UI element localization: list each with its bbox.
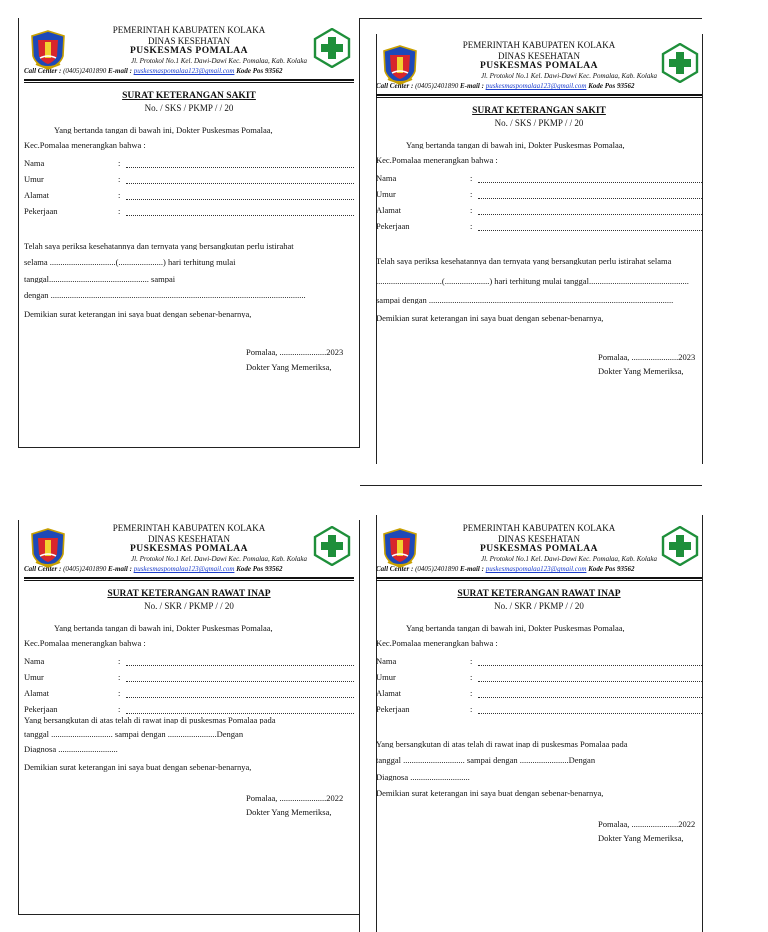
body-line: Demikian surat keterangan ini saya buat dengan sebenar-benarnya, [24, 763, 252, 772]
field-row [376, 682, 702, 698]
field-label: Pekerjaan [376, 221, 410, 231]
letter-number: No. / SKS / PKMP / / 20 [144, 102, 234, 113]
intro-text-2: Kec.Pomalaa menerangkan bahwa : [376, 639, 498, 648]
intro-text: Yang bertanda tangan di bawah ini, Dokter Puskesmas Pomalaa, [406, 140, 625, 149]
puskesmas-logo-icon [660, 43, 700, 83]
email-label: E-mail : [108, 565, 132, 573]
header-address: Jl. Protokol No.1 Kel. Dawi-Dawi Kec. Pomalaa, Kab. Kolaka [481, 72, 657, 80]
field-blank[interactable] [126, 659, 354, 666]
letter-body [24, 242, 354, 319]
letter-body [24, 716, 354, 772]
field-colon: : [118, 174, 121, 184]
header-clinic: PUSKESMAS POMALAA [129, 544, 249, 554]
field-colon: : [470, 205, 473, 215]
header-address: Jl. Protokol No.1 Kel. Dawi-Dawi Kec. Pomalaa, Kab. Kolaka [131, 555, 307, 563]
email-link[interactable]: puskesmaspomalaa123@gmail.com [133, 565, 235, 573]
field-colon: : [118, 656, 121, 666]
letter-title: SURAT KETERANGAN SAKIT [472, 106, 606, 116]
letter-number: No. / SKR / PKMP / / 20 [144, 600, 234, 611]
body-line: ...............................(.....................) hari terhitung mulai tanggal............................................... [376, 277, 689, 286]
body-line: Diagnosa ............................ [24, 744, 118, 753]
header-department: DINAS KESEHATAN [497, 51, 581, 61]
intro-text: Yang bertanda tangan di bawah ini, Dokter Puskesmas Pomalaa, [54, 623, 273, 632]
field-colon: : [118, 206, 121, 216]
field-blank[interactable] [126, 691, 354, 698]
field-row [24, 200, 354, 216]
body-line: Yang bersangkutan di atas telah di rawat inap di puskesmas Pomalaa pada [24, 715, 276, 724]
email-link[interactable]: puskesmaspomalaa123@gmail.com [485, 82, 587, 90]
field-colon: : [118, 190, 121, 200]
field-label: Umur [376, 672, 396, 682]
call-center-label: Call Center : [24, 67, 62, 75]
field-blank[interactable] [478, 659, 702, 666]
letterhead [24, 20, 354, 84]
body-line: Demikian surat keterangan ini saya buat dengan sebenar-benarnya, [24, 309, 252, 318]
field-row [24, 650, 354, 666]
field-blank[interactable] [478, 675, 702, 682]
field-row [376, 183, 702, 199]
field-label: Nama [376, 656, 397, 666]
signer-label: Dokter Yang Memeriksa, [246, 807, 332, 817]
letter-number: No. / SKR / PKMP / / 20 [494, 600, 584, 611]
intro-text-2: Kec.Pomalaa menerangkan bahwa : [376, 156, 498, 165]
letter-title: SURAT KETERANGAN RAWAT INAP [457, 589, 621, 599]
call-center-number: (0405)2401890 [415, 82, 459, 90]
place-date: Pomalaa, ......................2022 [598, 818, 696, 829]
field-label: Nama [24, 158, 45, 168]
header-contact [24, 566, 354, 573]
body-line: Demikian surat keterangan ini saya buat dengan sebenar-benarnya, [376, 314, 604, 323]
header-address: Jl. Protokol No.1 Kel. Dawi-Dawi Kec. Pomalaa, Kab. Kolaka [481, 555, 657, 563]
header-rule [24, 79, 354, 81]
body-line: tanggal ............................. sampai dengan .......................Dengan [376, 756, 596, 765]
border-line [18, 18, 19, 448]
body-line: selama ...............................(.....................) hari terhitung mulai [24, 258, 236, 267]
field-colon: : [470, 704, 473, 714]
field-row [376, 650, 702, 666]
letter-form [376, 35, 702, 376]
header-rule [376, 97, 702, 98]
field-label: Alamat [24, 190, 50, 200]
intro-text-2: Kec.Pomalaa menerangkan bahwa : [24, 141, 146, 150]
field-label: Nama [376, 173, 397, 183]
letter-body [376, 740, 702, 798]
signer-label: Dokter Yang Memeriksa, [598, 366, 684, 376]
signer-label: Dokter Yang Memeriksa, [598, 833, 684, 843]
field-row [376, 666, 702, 682]
header-government: PEMERINTAH KABUPATEN KOLAKA [462, 523, 616, 533]
place-date: Pomalaa, ......................2023 [598, 351, 696, 362]
header-contact [376, 566, 702, 573]
header-rule [24, 580, 354, 581]
field-row [24, 184, 354, 200]
body-line: dengan ........................................................................................................................ [24, 291, 306, 300]
header-clinic: PUSKESMAS POMALAA [479, 544, 599, 554]
call-center-number: (0405)2401890 [415, 565, 459, 573]
call-center-label: Call Center : [376, 565, 414, 573]
field-label: Alamat [24, 688, 50, 698]
field-blank[interactable] [126, 209, 354, 216]
field-row [376, 199, 702, 215]
field-row [24, 666, 354, 682]
signer-label: Dokter Yang Memeriksa, [246, 361, 332, 372]
header-rule [376, 94, 702, 96]
call-center-label: Call Center : [376, 82, 414, 90]
header-rule [24, 82, 354, 83]
header-department: DINAS KESEHATAN [497, 534, 581, 544]
field-colon: : [470, 221, 473, 231]
field-blank[interactable] [126, 675, 354, 682]
header-contact [24, 68, 354, 75]
field-blank[interactable] [478, 224, 702, 231]
field-label: Umur [24, 174, 44, 184]
field-row [24, 682, 354, 698]
field-label: Alamat [376, 688, 402, 698]
header-clinic: PUSKESMAS POMALAA [479, 61, 599, 71]
intro-text-2: Kec.Pomalaa menerangkan bahwa : [24, 639, 146, 648]
field-label: Umur [24, 672, 44, 682]
body-line: Telah saya periksa kesehatannya dan ternyata yang bersangkutan perlu istirahat selama [376, 256, 672, 265]
letter-form [24, 20, 354, 371]
letterhead [376, 35, 702, 99]
field-row [376, 215, 702, 231]
header-department: DINAS KESEHATAN [147, 534, 231, 544]
letterhead [24, 518, 354, 582]
field-label: Alamat [376, 205, 402, 215]
postal-code: Kode Pos 93562 [588, 82, 635, 90]
header-government: PEMERINTAH KABUPATEN KOLAKA [112, 523, 266, 533]
border-line [359, 520, 360, 932]
email-link[interactable]: puskesmaspomalaa123@gmail.com [133, 67, 235, 75]
header-address: Jl. Protokol No.1 Kel. Dawi-Dawi Kec. Pomalaa, Kab. Kolaka [131, 57, 307, 65]
border-line [18, 447, 360, 448]
header-rule [24, 577, 354, 579]
puskesmas-logo-icon [312, 28, 352, 68]
field-blank[interactable] [478, 691, 702, 698]
body-line: tanggal............................................... sampai [24, 274, 176, 283]
body-line: tanggal ............................. sampai dengan .......................Dengan [24, 730, 244, 739]
header-department: DINAS KESEHATAN [147, 36, 231, 46]
field-label: Pekerjaan [376, 704, 410, 714]
field-label: Nama [24, 656, 45, 666]
intro-text: Yang bertanda tangan di bawah ini, Dokter Puskesmas Pomalaa, [54, 125, 273, 134]
body-line: Diagnosa ............................ [376, 772, 470, 781]
field-colon: : [470, 688, 473, 698]
email-label: E-mail : [460, 82, 484, 90]
patient-fields [376, 167, 702, 231]
postal-code: Kode Pos 93562 [236, 565, 283, 573]
field-blank[interactable] [478, 192, 702, 199]
call-center-number: (0405)2401890 [63, 67, 107, 75]
border-line [18, 914, 360, 915]
body-line: Telah saya periksa kesehatannya dan ternyata yang bersangkutan perlu istirahat [24, 241, 294, 250]
call-center-number: (0405)2401890 [63, 565, 107, 573]
puskesmas-logo-icon [660, 526, 700, 566]
patient-fields [24, 650, 354, 714]
field-colon: : [470, 672, 473, 682]
field-colon: : [118, 704, 121, 714]
header-contact [376, 83, 702, 90]
field-label: Pekerjaan [24, 206, 58, 216]
place-date: Pomalaa, ......................2023 [246, 347, 344, 357]
field-colon: : [118, 672, 121, 682]
border-line [360, 485, 702, 486]
field-blank[interactable] [126, 177, 354, 184]
field-label: Umur [376, 189, 396, 199]
border-line [702, 34, 703, 464]
body-line: Demikian surat keterangan ini saya buat dengan sebenar-benarnya, [376, 789, 604, 798]
header-government: PEMERINTAH KABUPATEN KOLAKA [112, 25, 266, 35]
body-line: sampai dengan ................................................................................................................... [376, 295, 674, 304]
email-label: E-mail : [460, 565, 484, 573]
field-colon: : [470, 173, 473, 183]
field-row [376, 167, 702, 183]
letter-number: No. / SKS / PKMP / / 20 [494, 117, 584, 128]
body-line: Yang bersangkutan di atas telah di rawat inap di puskesmas Pomalaa pada [376, 739, 628, 748]
field-colon: : [118, 158, 121, 168]
field-colon: : [470, 656, 473, 666]
patient-fields [24, 152, 354, 216]
letter-title: SURAT KETERANGAN SAKIT [122, 91, 256, 101]
field-blank[interactable] [126, 707, 354, 714]
letterhead [376, 518, 702, 582]
patient-fields [376, 650, 702, 714]
field-blank[interactable] [478, 707, 702, 714]
field-row [24, 168, 354, 184]
field-row [376, 698, 702, 714]
header-rule [376, 577, 702, 579]
header-rule [376, 580, 702, 581]
header-clinic: PUSKESMAS POMALAA [129, 46, 249, 56]
letter-form [376, 518, 702, 843]
field-blank[interactable] [478, 176, 702, 183]
email-link[interactable]: puskesmaspomalaa123@gmail.com [485, 565, 587, 573]
field-colon: : [470, 189, 473, 199]
postal-code: Kode Pos 93562 [588, 565, 635, 573]
field-label: Pekerjaan [24, 704, 58, 714]
email-label: E-mail : [108, 67, 132, 75]
border-line [359, 18, 360, 448]
field-row [24, 152, 354, 168]
letter-title: SURAT KETERANGAN RAWAT INAP [107, 589, 271, 599]
call-center-label: Call Center : [24, 565, 62, 573]
header-government: PEMERINTAH KABUPATEN KOLAKA [462, 40, 616, 50]
field-blank[interactable] [126, 193, 354, 200]
letter-body [376, 257, 702, 323]
field-row [24, 698, 354, 714]
postal-code: Kode Pos 93562 [236, 67, 283, 75]
border-line [360, 18, 702, 19]
border-line [702, 515, 703, 932]
field-blank[interactable] [126, 161, 354, 168]
field-colon: : [118, 688, 121, 698]
place-date: Pomalaa, ......................2022 [246, 792, 344, 803]
letter-form [24, 518, 354, 817]
puskesmas-logo-icon [312, 526, 352, 566]
border-line [18, 520, 19, 915]
field-blank[interactable] [478, 208, 702, 215]
intro-text: Yang bertanda tangan di bawah ini, Dokter Puskesmas Pomalaa, [406, 623, 625, 632]
